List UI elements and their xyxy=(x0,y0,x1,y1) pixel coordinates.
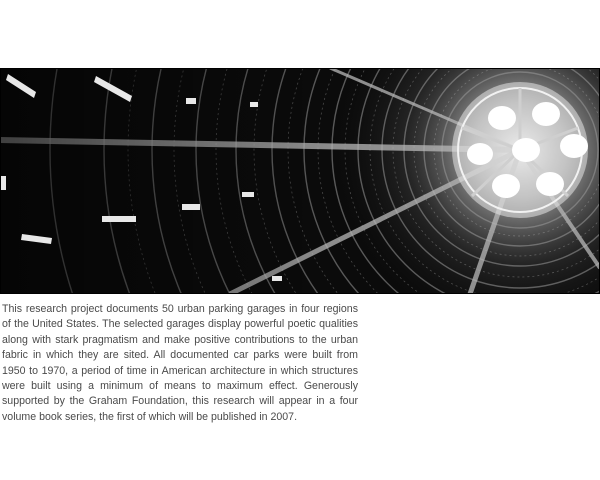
project-description: This research project documents 50 urban parking garages in four regions of the United States. The selected garages display powerful poetic qualities along with stark pragmatism and make positive contributions to the urban fabric in which they are sited. All documented car parks were built from 1950 to 1970, a period of time in American architecture in which structures were built using a minimum of means to maximum effect. Generously supported by the Graham Foundation, this research will appear in a four volume book series, the first of which will be published in 2007. xyxy=(2,303,358,423)
garage-ceiling-image xyxy=(0,68,600,294)
parking-garage-photo xyxy=(0,68,600,294)
skylight xyxy=(452,82,588,218)
